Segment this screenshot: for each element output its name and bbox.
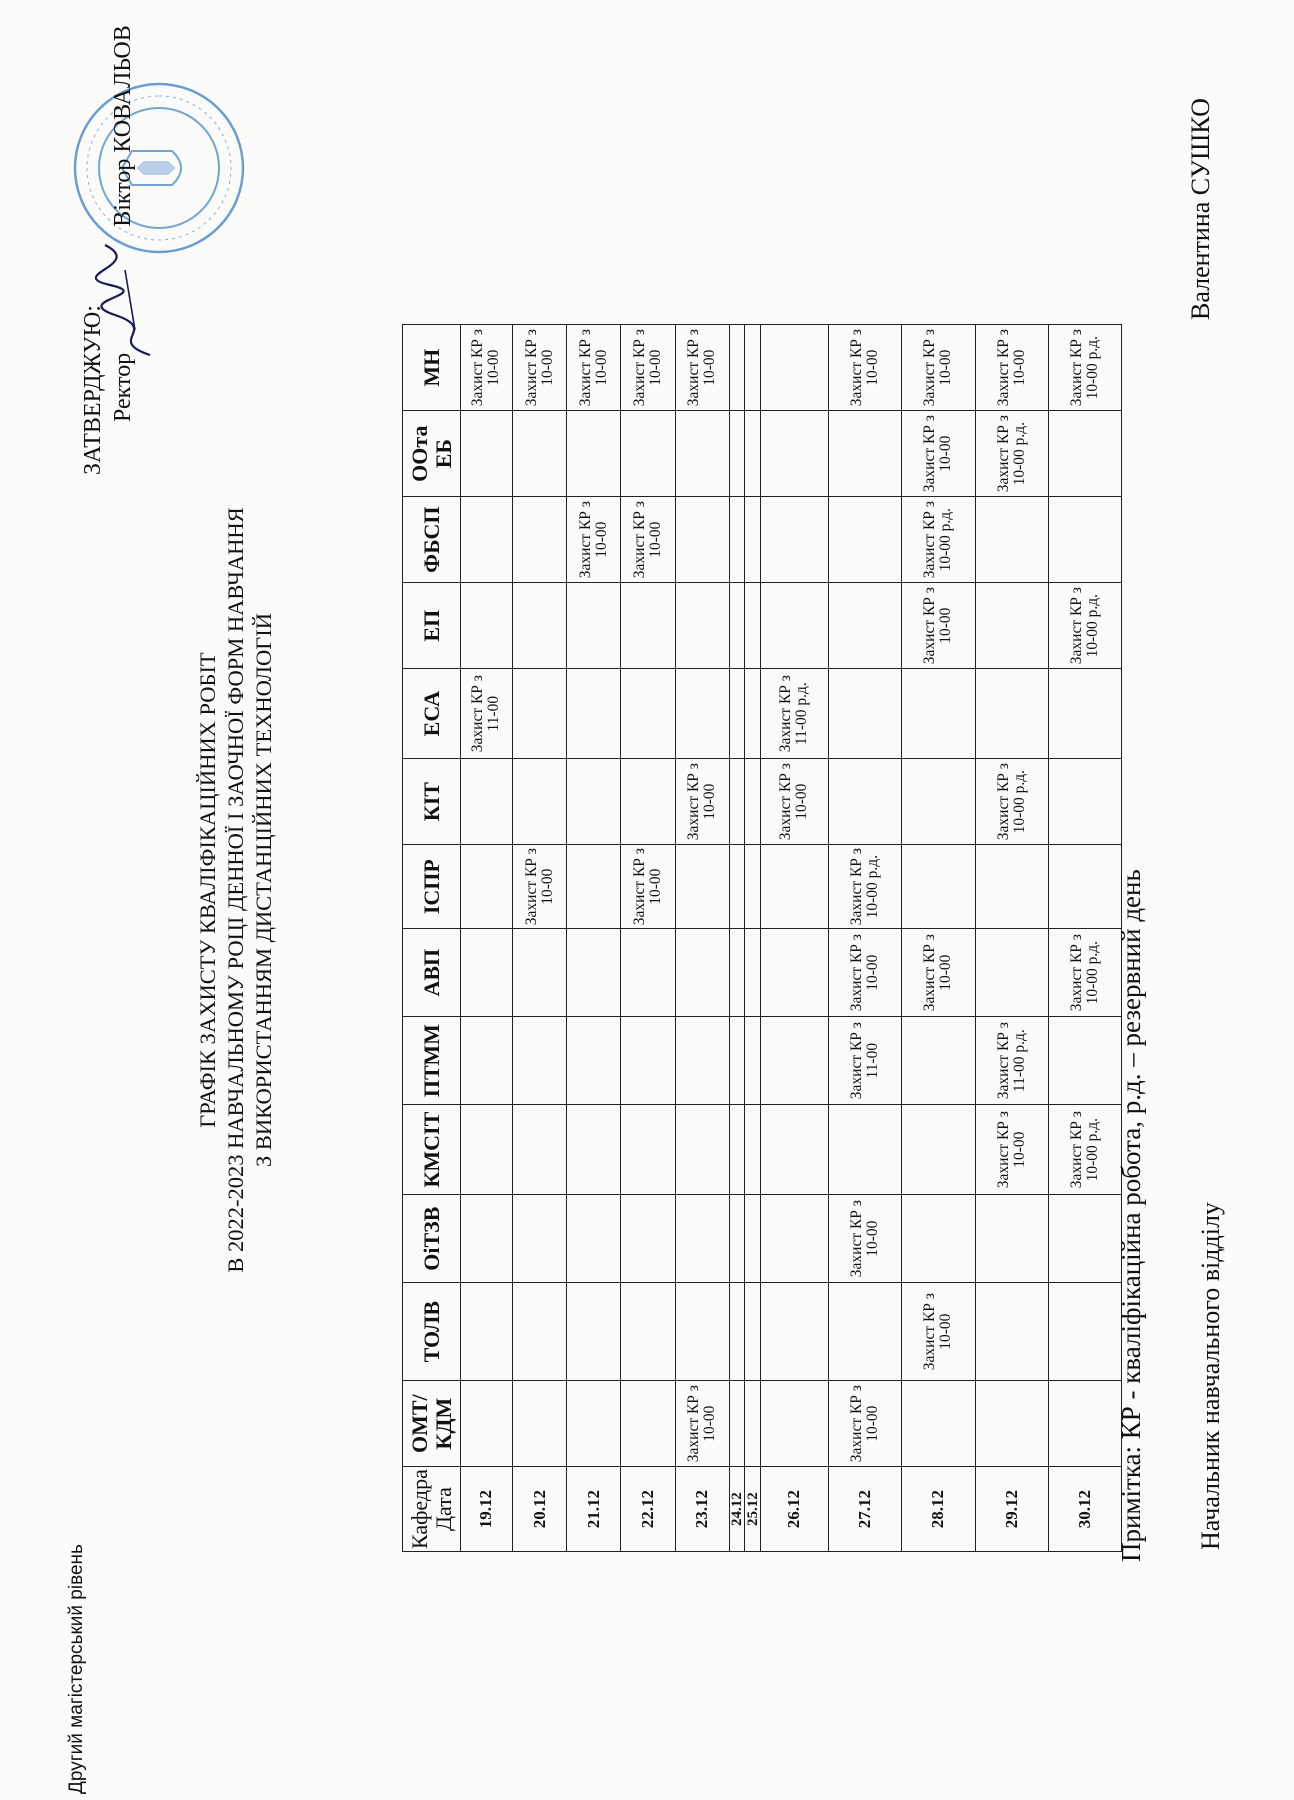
schedule-cell: [829, 411, 902, 497]
schedule-cell: Захист КР з 10-00: [512, 845, 566, 929]
schedule-cell: [975, 929, 1048, 1017]
schedule-cell: [760, 325, 828, 411]
schedule-cell: [1048, 1283, 1121, 1381]
corner-department-label: Кафедра: [406, 1469, 432, 1549]
column-header: МН: [403, 325, 461, 411]
schedule-cell: Захист КР з 10-00 р.д.: [975, 759, 1048, 845]
schedule-cell: [675, 929, 729, 1017]
column-header: ФБСП: [403, 497, 461, 583]
table-row: [1048, 325, 1121, 1552]
schedule-cell: [730, 325, 745, 411]
schedule-cell: [760, 1381, 828, 1467]
schedule-cell: [621, 1283, 675, 1381]
column-header: ОіТЗВ: [403, 1195, 461, 1283]
schedule-cell: [902, 1381, 975, 1467]
schedule-cell: [975, 1381, 1048, 1467]
column-header: ІСПР: [403, 845, 461, 929]
schedule-cell: [1048, 497, 1121, 583]
schedule-cell: [621, 1017, 675, 1105]
schedule-cell: [1048, 669, 1121, 759]
schedule-cell: Захист КР з 10-00: [902, 411, 975, 497]
schedule-cell: [621, 669, 675, 759]
schedule-cell: [567, 411, 621, 497]
schedule-cell: [461, 845, 513, 929]
rector-name: Віктор КОВАЛЬОВ: [110, 25, 136, 227]
schedule-cell: [461, 497, 513, 583]
schedule-cell: [730, 497, 745, 583]
schedule-cell: [730, 1195, 745, 1283]
approval-title: ЗАТВЕРДЖУЮ:: [80, 305, 106, 475]
column-header: ОМТ/ КДМ: [403, 1381, 461, 1467]
schedule-title-line1: ГРАФІК ЗАХИСТУ КВАЛІФІКАЦІЙНИХ РОБІТ: [195, 652, 220, 1128]
schedule-cell: [1048, 1017, 1121, 1105]
schedule-cell: Захист КР з 10-00: [829, 929, 902, 1017]
schedule-cell: [760, 929, 828, 1017]
schedule-cell: [461, 583, 513, 669]
schedule-cell: [975, 1283, 1048, 1381]
date-cell: 25.12: [745, 1467, 760, 1552]
schedule-cell: [512, 497, 566, 583]
schedule-cell: Захист КР з 10-00: [902, 583, 975, 669]
schedule-cell: [975, 669, 1048, 759]
schedule-cell: [675, 1105, 729, 1195]
schedule-cell: [675, 583, 729, 669]
table-row: [745, 325, 760, 1552]
schedule-cell: [902, 1017, 975, 1105]
schedule-cell: [567, 1195, 621, 1283]
schedule-cell: [675, 497, 729, 583]
schedule-cell: [745, 1381, 760, 1467]
schedule-cell: Захист КР з 10-00: [621, 845, 675, 929]
schedule-cell: [730, 1105, 745, 1195]
schedule-cell: [760, 1283, 828, 1381]
schedule-cell: [745, 411, 760, 497]
schedule-cell: [567, 1381, 621, 1467]
schedule-cell: [730, 929, 745, 1017]
schedule-cell: [461, 1283, 513, 1381]
schedule-cell: [675, 1283, 729, 1381]
schedule-cell: [902, 1105, 975, 1195]
schedule-cell: [730, 1381, 745, 1467]
schedule-cell: [621, 759, 675, 845]
schedule-cell: [675, 1195, 729, 1283]
schedule-cell: [760, 1105, 828, 1195]
rector-position: Ректор: [110, 352, 136, 422]
date-cell: 19.12: [461, 1467, 513, 1552]
table-row: [730, 325, 745, 1552]
schedule-cell: [621, 1105, 675, 1195]
schedule-cell: Захист КР з 10-00 р.д.: [975, 411, 1048, 497]
schedule-cell: [760, 497, 828, 583]
schedule-cell: [745, 1195, 760, 1283]
schedule-cell: [675, 669, 729, 759]
schedule-cell: Захист КР з 10-00: [760, 759, 828, 845]
schedule-cell: [730, 1283, 745, 1381]
schedule-cell: Захист КР з 10-00: [902, 1283, 975, 1381]
defense-schedule-table: [402, 324, 1122, 1552]
date-cell: 24.12: [730, 1467, 745, 1552]
column-header: КМСІТ: [403, 1105, 461, 1195]
date-cell: 29.12: [975, 1467, 1048, 1552]
handwritten-signature: [95, 240, 165, 360]
schedule-cell: Захист КР з 10-00: [512, 325, 566, 411]
schedule-cell: [512, 411, 566, 497]
schedule-cell: [567, 1017, 621, 1105]
schedule-cell: [745, 1017, 760, 1105]
schedule-cell: [512, 1105, 566, 1195]
schedule-cell: Захист КР з 10-00 р.д.: [1048, 325, 1121, 411]
schedule-cell: Захист КР з 10-00: [621, 325, 675, 411]
date-cell: 30.12: [1048, 1467, 1121, 1552]
schedule-cell: [512, 583, 566, 669]
schedule-cell: [675, 411, 729, 497]
schedule-cell: Захист КР з 10-00: [567, 325, 621, 411]
schedule-cell: [567, 583, 621, 669]
schedule-title-line3: З ВИКОРИСТАННЯМ ДИСТАНЦІЙНИХ ТЕХНОЛОГІЙ: [251, 612, 276, 1168]
schedule-cell: [745, 1105, 760, 1195]
date-cell: 26.12: [760, 1467, 828, 1552]
table-row: [512, 325, 566, 1552]
schedule-cell: Захист КР з 10-00 р.д.: [1048, 583, 1121, 669]
schedule-cell: [567, 845, 621, 929]
schedule-cell: [461, 1195, 513, 1283]
degree-level: Другий магістерський рівень: [66, 1544, 87, 1794]
table-row: [829, 325, 902, 1552]
schedule-cell: [760, 1195, 828, 1283]
column-header: АВП: [403, 929, 461, 1017]
schedule-cell: [902, 1195, 975, 1283]
schedule-title-line2: В 2022-2023 НАВЧАЛЬНОМУ РОЦІ ДЕННОЇ І ЗАОЧНОЇ ФОРМ НАВЧАННЯ: [223, 507, 248, 1273]
schedule-cell: Захист КР з 10-00: [675, 325, 729, 411]
schedule-cell: [512, 669, 566, 759]
column-header: КІТ: [403, 759, 461, 845]
schedule-cell: [829, 759, 902, 845]
schedule-cell: Захист КР з 10-00: [461, 325, 513, 411]
schedule-cell: Захист КР з 10-00: [829, 1381, 902, 1467]
schedule-cell: [621, 1195, 675, 1283]
footer-position: Начальник навчального відділу: [1196, 1202, 1225, 1550]
column-header: ПТММ: [403, 1017, 461, 1105]
schedule-cell: Захист КР з 11-00 р.д.: [760, 669, 828, 759]
schedule-cell: [745, 759, 760, 845]
schedule-cell: [745, 929, 760, 1017]
schedule-cell: [621, 1381, 675, 1467]
schedule-cell: [461, 1017, 513, 1105]
schedule-cell: [902, 759, 975, 845]
schedule-cell: [675, 845, 729, 929]
schedule-cell: [512, 1017, 566, 1105]
schedule-cell: [730, 411, 745, 497]
table-row: [567, 325, 621, 1552]
table-row: [675, 325, 729, 1552]
table-row: [902, 325, 975, 1552]
schedule-cell: Захист КР з 11-00 р.д.: [975, 1017, 1048, 1105]
column-header: ЕСА: [403, 669, 461, 759]
schedule-cell: [745, 497, 760, 583]
schedule-cell: [829, 669, 902, 759]
schedule-cell: Захист КР з 11-00: [461, 669, 513, 759]
schedule-cell: Захист КР з 10-00: [829, 325, 902, 411]
schedule-cell: Захист КР з 10-00 р.д.: [902, 497, 975, 583]
schedule-cell: [730, 583, 745, 669]
schedule-cell: Захист КР з 10-00: [902, 325, 975, 411]
date-cell: 22.12: [621, 1467, 675, 1552]
approval-signature-line: [110, 25, 137, 422]
schedule-cell: Захист КР з 10-00: [675, 1381, 729, 1467]
schedule-cell: [461, 929, 513, 1017]
schedule-cell: [1048, 845, 1121, 929]
column-header: ТОЛВ: [403, 1283, 461, 1381]
schedule-cell: [730, 759, 745, 845]
schedule-cell: Захист КР з 11-00: [829, 1017, 902, 1105]
corner-date-label: Дата: [430, 1487, 456, 1532]
table-row: [975, 325, 1048, 1552]
schedule-cell: [745, 845, 760, 929]
date-cell: 20.12: [512, 1467, 566, 1552]
schedule-cell: [975, 845, 1048, 929]
schedule-cell: [512, 1195, 566, 1283]
schedule-cell: [567, 1283, 621, 1381]
schedule-cell: [760, 411, 828, 497]
schedule-cell: [730, 1017, 745, 1105]
schedule-cell: [745, 1283, 760, 1381]
schedule-cell: [567, 759, 621, 845]
schedule-cell: Захист КР з 10-00: [902, 929, 975, 1017]
university-seal-stamp: [72, 80, 247, 255]
table-row: [461, 325, 513, 1552]
schedule-cell: [461, 411, 513, 497]
schedule-cell: [1048, 1195, 1121, 1283]
schedule-cell: Захист КР з 10-00: [621, 497, 675, 583]
schedule-cell: [829, 1105, 902, 1195]
schedule-cell: [730, 669, 745, 759]
schedule-cell: [512, 1283, 566, 1381]
schedule-cell: [975, 1195, 1048, 1283]
schedule-cell: Захист КР з 10-00 р.д.: [1048, 929, 1121, 1017]
table-row: [760, 325, 828, 1552]
schedule-body: [461, 325, 1122, 1552]
schedule-cell: [621, 929, 675, 1017]
schedule-cell: Захист КР з 10-00: [975, 1105, 1048, 1195]
schedule-cell: [829, 497, 902, 583]
date-cell: 27.12: [829, 1467, 902, 1552]
table-note: Примітка: КР - кваліфікаційна робота, р.д. – резервний день: [1116, 869, 1146, 1562]
schedule-cell: [621, 411, 675, 497]
schedule-cell: [512, 929, 566, 1017]
schedule-cell: Захист КР з 10-00: [567, 497, 621, 583]
schedule-cell: [512, 759, 566, 845]
date-cell: 23.12: [675, 1467, 729, 1552]
schedule-cell: [1048, 411, 1121, 497]
schedule-cell: [567, 1105, 621, 1195]
schedule-cell: [461, 1105, 513, 1195]
table-row: [621, 325, 675, 1552]
schedule-cell: [1048, 759, 1121, 845]
footer-name: Валентина СУШКО: [1186, 98, 1215, 320]
date-cell: 28.12: [902, 1467, 975, 1552]
column-header: ЕП: [403, 583, 461, 669]
schedule-cell: [461, 1381, 513, 1467]
date-cell: 21.12: [567, 1467, 621, 1552]
schedule-cell: [461, 759, 513, 845]
schedule-cell: [975, 583, 1048, 669]
schedule-cell: [975, 497, 1048, 583]
schedule-cell: [902, 669, 975, 759]
schedule-cell: Захист КР з 10-00 р.д.: [1048, 1105, 1121, 1195]
schedule-cell: [621, 583, 675, 669]
schedule-cell: [760, 583, 828, 669]
schedule-cell: [1048, 1381, 1121, 1467]
schedule-cell: [745, 325, 760, 411]
schedule-cell: Захист КР з 10-00: [975, 325, 1048, 411]
schedule-cell: [760, 1017, 828, 1105]
schedule-cell: [675, 1017, 729, 1105]
schedule-cell: [760, 845, 828, 929]
schedule-cell: [902, 845, 975, 929]
schedule-cell: [745, 669, 760, 759]
schedule-cell: Захист КР з 10-00 р.д.: [829, 845, 902, 929]
schedule-cell: [745, 583, 760, 669]
schedule-cell: [512, 1381, 566, 1467]
schedule-cell: [829, 1283, 902, 1381]
schedule-cell: [567, 669, 621, 759]
schedule-cell: Захист КР з 10-00: [829, 1195, 902, 1283]
schedule-cell: [730, 845, 745, 929]
column-header: ООта ЕБ: [403, 411, 461, 497]
schedule-cell: [829, 583, 902, 669]
schedule-cell: Захист КР з 10-00: [675, 759, 729, 845]
schedule-cell: [567, 929, 621, 1017]
corner-header: [403, 1467, 461, 1552]
